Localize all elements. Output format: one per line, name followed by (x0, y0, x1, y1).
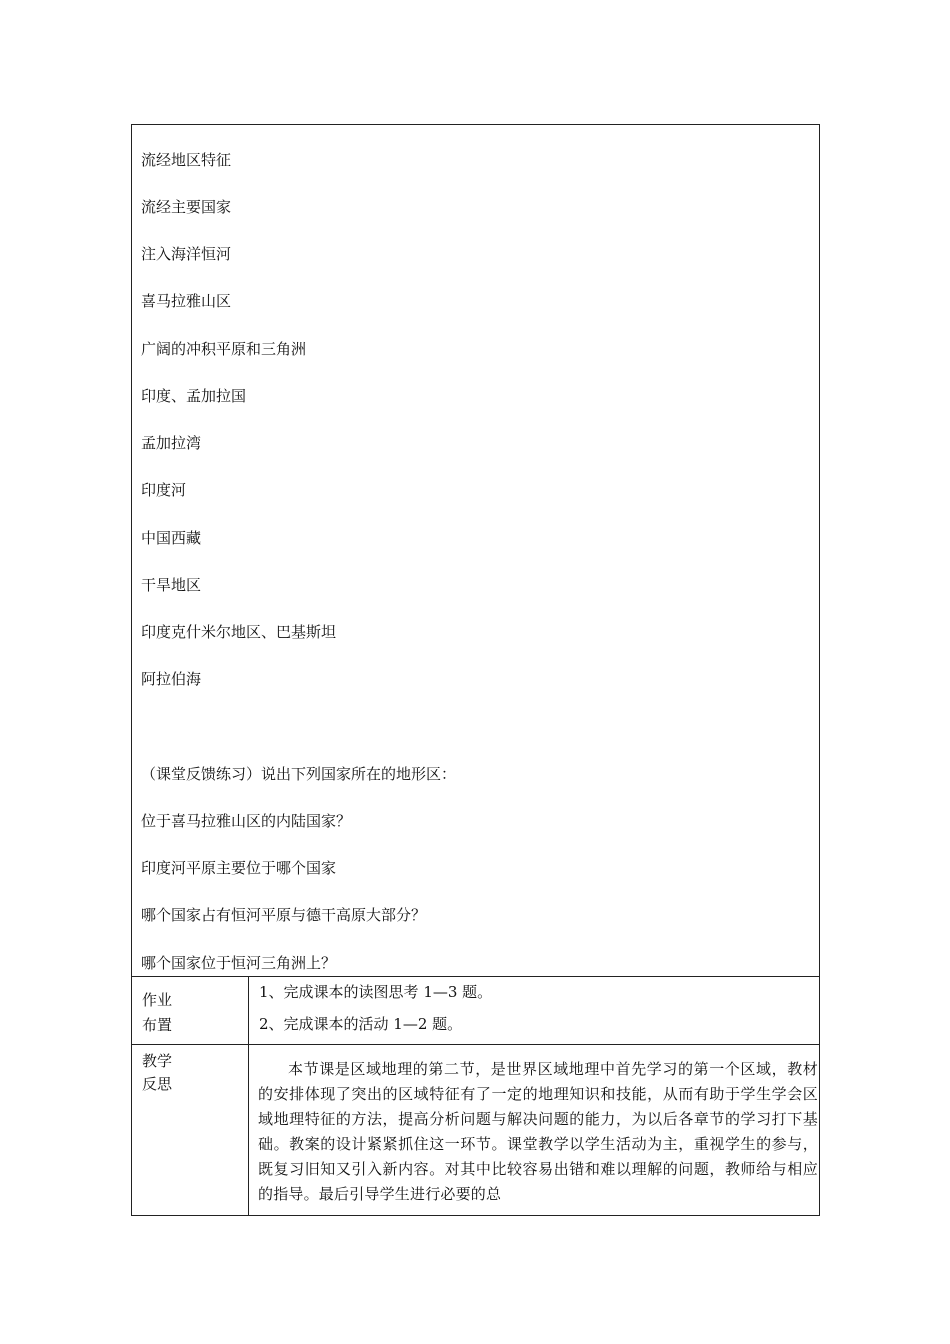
reflection-label-line2: 反思 (142, 1075, 173, 1093)
content-line: 流经地区特征 (141, 151, 232, 169)
homework-item: 1、完成课本的读图思考 1—3 题。 (259, 983, 493, 1001)
content-line: 中国西藏 (141, 529, 202, 547)
reflection-label-cell (132, 1045, 249, 1215)
content-line: 印度、孟加拉国 (141, 387, 247, 405)
reflection-paragraph: 本节课是区域地理的第二节，是世界区域地理中首先学习的第一个区域，教材的安排体现了突出的区域特征有了一定的地理知识和技能，从而有助于学生学会区域地理特征的方法，提高分析问题与解决问题的能力，为以后各章节的学习打下基础。教案的设计紧紧抓住这一环节。课堂教学以学生活动为主，重视学生的参与，既复习旧知又引入新内容。对其中比较容易出错和难以理解的问题，教师给与相应的指导。最后引导学生进行必要的总 (258, 1060, 818, 1203)
content-line: 孟加拉湾 (141, 434, 202, 452)
exercise-title: （课堂反馈练习）说出下列国家所在的地形区： (141, 765, 457, 783)
question-line: 印度河平原主要位于哪个国家 (141, 859, 337, 877)
homework-label-cell (132, 977, 249, 1044)
homework-label-line1: 作业 (142, 991, 173, 1009)
content-line: 印度河 (141, 481, 187, 499)
content-line: 喜马拉雅山区 (141, 292, 232, 310)
question-line: 位于喜马拉雅山区的内陆国家？ (141, 812, 352, 830)
content-line: 干旱地区 (141, 576, 202, 594)
content-cell (132, 125, 819, 977)
question-line: 哪个国家位于恒河三角洲上？ (141, 954, 337, 972)
content-line: 注入海洋恒河 (141, 245, 232, 263)
homework-label-line2: 布置 (142, 1016, 173, 1034)
question-line: 哪个国家占有恒河平原与德干高原大部分？ (141, 906, 427, 924)
content-line: 流经主要国家 (141, 198, 232, 216)
lesson-table (131, 124, 820, 1216)
homework-row (132, 977, 819, 1045)
content-line: 阿拉伯海 (141, 670, 202, 688)
content-line: 广阔的冲积平原和三角洲 (141, 340, 307, 358)
content-line: 印度克什米尔地区、巴基斯坦 (141, 623, 337, 641)
homework-item: 2、完成课本的活动 1—2 题。 (259, 1015, 463, 1033)
reflection-label-line1: 教学 (142, 1052, 173, 1070)
reflection-row (132, 1045, 819, 1215)
